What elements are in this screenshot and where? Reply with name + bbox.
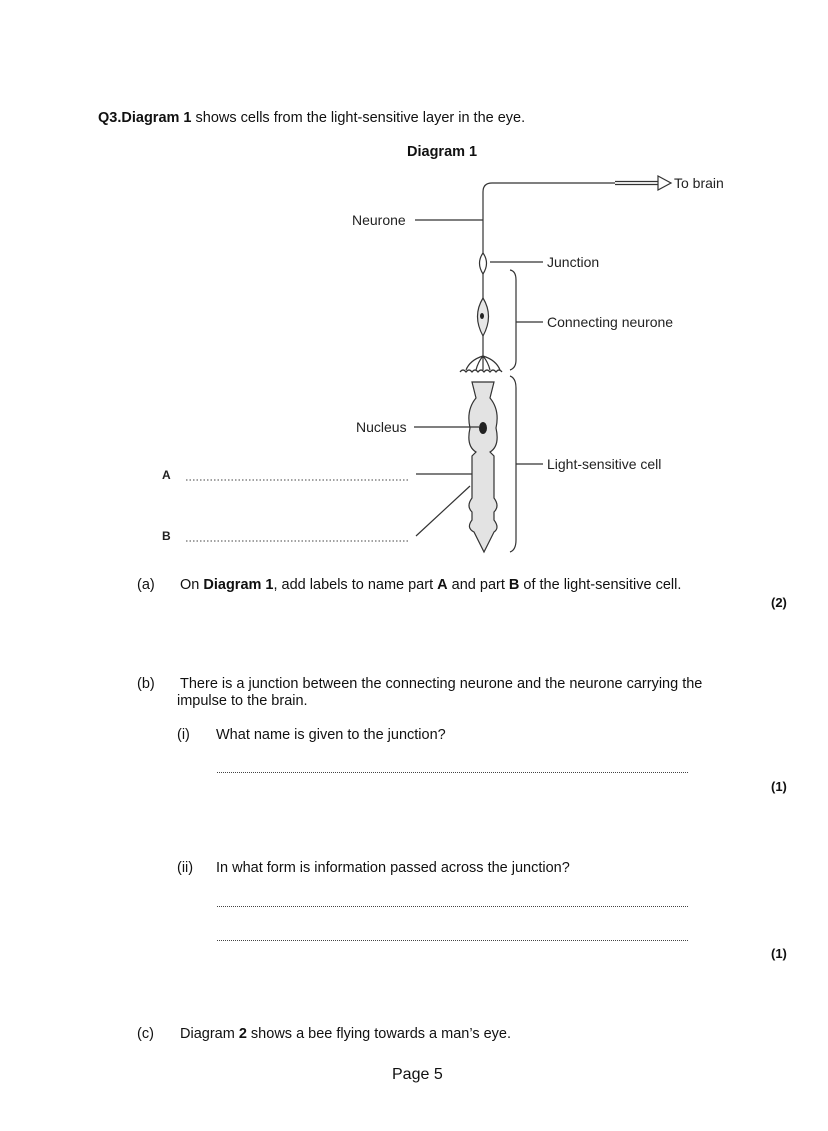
part-c-b1: 2 [238, 1026, 247, 1042]
question-number: Q3. [98, 110, 122, 126]
part-c-t1: Diagram [180, 1026, 239, 1042]
question-intro-bold: Diagram 1 [121, 110, 192, 126]
part-a-label: (a) [137, 577, 155, 593]
part-b-label: (b) [137, 676, 155, 692]
cell-synaptic-terminal [460, 370, 502, 372]
part-a-text [180, 577, 681, 593]
part-a-t3: and part [447, 577, 509, 593]
part-a-t1: On [180, 577, 204, 593]
part-a-b1: Diagram 1 [203, 577, 274, 593]
label-a: A [162, 468, 171, 482]
label-nucleus: Nucleus [356, 419, 407, 435]
page-number: Page 5 [392, 1066, 443, 1083]
label-to-brain: To brain [674, 175, 724, 191]
part-b-line1: There is a junction between the connecting neurone and the neurone carrying the [180, 676, 703, 692]
answer-line-b-i[interactable] [217, 772, 688, 773]
label-junction: Junction [547, 254, 600, 270]
part-c-text [180, 1026, 511, 1042]
pointer-b [416, 486, 470, 536]
part-b-i-label: (i) [177, 727, 190, 743]
answer-line-b-ii-2[interactable] [217, 940, 688, 941]
part-c-label: (c) [137, 1026, 154, 1042]
question-intro-text: shows cells from the light-sensitive layer in the eye. [191, 110, 526, 126]
neurone-axon [483, 183, 615, 253]
part-b-ii-question: In what form is information passed across the junction? [216, 860, 570, 876]
part-b-i-marks: (1) [771, 779, 787, 794]
light-sensitive-cell [469, 382, 497, 552]
part-a-marks: (2) [771, 595, 787, 610]
part-a-b3: B [508, 577, 520, 593]
part-b-ii-label: (ii) [177, 860, 194, 876]
junction-shape [480, 253, 487, 274]
answer-line-b-ii-1[interactable] [217, 906, 688, 907]
arrow-to-brain [658, 176, 671, 190]
connecting-neurone-nucleus [480, 313, 484, 319]
part-a-t4: of the light-sensitive cell. [519, 577, 682, 593]
label-neurone: Neurone [352, 212, 406, 228]
part-b-ii-marks: (1) [771, 946, 787, 961]
label-light-sensitive-cell: Light-sensitive cell [547, 456, 662, 472]
part-b-line2: impulse to the brain. [177, 693, 308, 709]
nucleus [479, 422, 487, 434]
part-a-b2: A [437, 577, 448, 593]
connecting-neurone-bracket [510, 270, 516, 370]
label-b: B [162, 529, 171, 543]
diagram-title-text: Diagram 1 [407, 144, 478, 160]
part-a-t2: , add labels to name part [273, 577, 438, 593]
part-b-i-question: What name is given to the junction? [216, 727, 446, 743]
label-connecting-neurone: Connecting neurone [547, 314, 674, 330]
light-cell-bracket [510, 376, 516, 552]
part-c-t2: shows a bee flying towards a man’s eye. [246, 1026, 512, 1042]
